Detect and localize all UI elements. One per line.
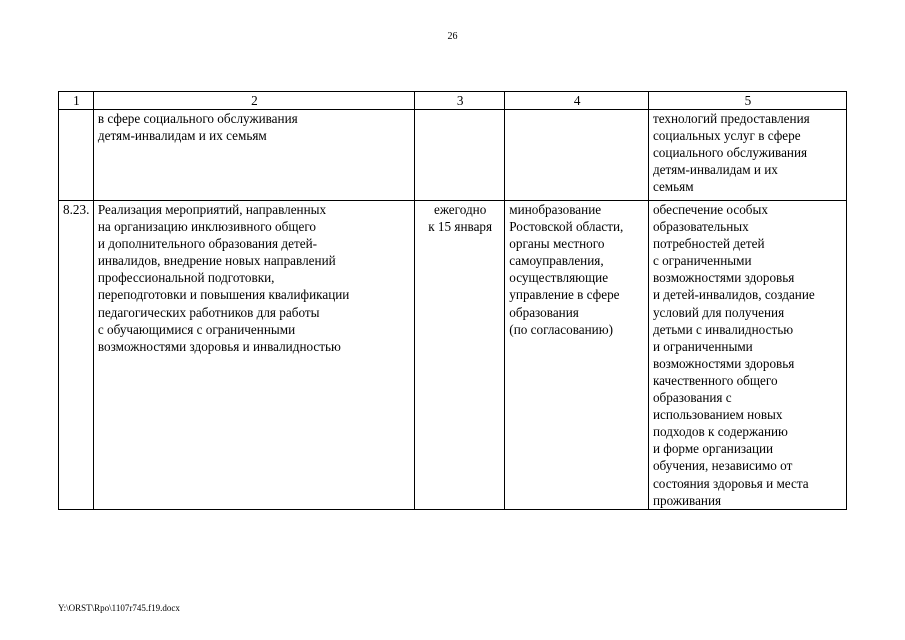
text-line: социальных услуг в сфере <box>652 128 801 144</box>
row-8-23 <box>59 201 847 510</box>
text-line: возможностями здоровья и инвалидностью <box>97 338 341 354</box>
text-line: с обучающимися с ограниченными <box>97 321 296 337</box>
page-number: 26 <box>447 31 458 42</box>
header-col-1: 1 <box>59 92 94 110</box>
text-line: инвалидов, внедрение новых направлений <box>97 253 336 269</box>
text-line: (по согласованию) <box>509 321 613 337</box>
activity-cell <box>93 201 414 510</box>
text-line: потребностей детей <box>652 236 765 252</box>
continuation-activity-cell <box>93 110 414 201</box>
text-line: осуществляющие <box>509 270 609 286</box>
continuation-result-cell <box>648 110 846 201</box>
text-line: обеспечение особых <box>652 202 768 217</box>
text-line: в сфере социального обслуживания <box>97 111 298 126</box>
text-line: ежегодно <box>434 202 487 217</box>
text-line: органы местного <box>509 236 605 252</box>
text-line: проживания <box>652 492 722 508</box>
text-line: образования с <box>652 390 732 406</box>
header-row <box>59 92 847 110</box>
text-line: профессиональной подготовки, <box>97 270 275 286</box>
text-line: к 15 января <box>428 219 493 235</box>
text-line: условий для получения <box>652 304 785 320</box>
text-line: использованием новых <box>652 407 783 423</box>
result-cell <box>648 201 846 510</box>
text-line: возможностями здоровья <box>652 355 795 371</box>
text-line: минобразование <box>509 202 602 217</box>
header-col-5: 5 <box>648 92 846 110</box>
text-line: детям-инвалидам и их семьям <box>97 128 267 144</box>
text-line: переподготовки и повышения квалификации <box>97 287 350 303</box>
document-file-path: Y:\ORST\Rpo\1107r745.f19.docx <box>58 603 180 613</box>
deadline-cell <box>415 201 505 510</box>
text-line: образовательных <box>652 219 749 235</box>
text-line: обучения, независимо от <box>652 458 793 474</box>
continuation-responsible-cell <box>505 110 649 201</box>
text-line: качественного общего <box>652 372 778 388</box>
continuation-row <box>59 110 847 201</box>
continuation-number-cell <box>59 110 94 201</box>
header-col-3: 3 <box>415 92 505 110</box>
text-line: Ростовской области, <box>509 219 624 235</box>
continuation-deadline-cell <box>415 110 505 201</box>
row-number-cell: 8.23. <box>59 201 94 510</box>
text-line: самоуправления, <box>509 253 604 269</box>
text-line: и ограниченными <box>652 338 753 354</box>
text-line: подходов к содержанию <box>652 424 788 440</box>
text-line: технологий предоставления <box>652 111 810 126</box>
text-line: состояния здоровья и места <box>652 475 809 491</box>
text-line: педагогических работников для работы <box>97 304 320 320</box>
text-line: Реализация мероприятий, направленных <box>97 202 327 217</box>
header-col-4: 4 <box>505 92 649 110</box>
text-line: и детей-инвалидов, создание <box>652 287 815 303</box>
text-line: детьми с инвалидностью <box>652 321 794 337</box>
text-line: и форме организации <box>652 441 774 457</box>
text-line: на организацию инклюзивного общего <box>97 219 317 235</box>
header-col-2: 2 <box>93 92 414 110</box>
text-line: социального обслуживания <box>652 145 808 161</box>
responsible-cell <box>505 201 649 510</box>
text-line: детям-инвалидам и их <box>652 162 778 178</box>
text-line: возможностями здоровья <box>652 270 795 286</box>
text-line: образования <box>509 304 579 320</box>
text-line: управление в сфере <box>509 287 620 303</box>
plan-table <box>58 91 847 510</box>
text-line: семьям <box>652 179 694 195</box>
text-line: с ограниченными <box>652 253 752 269</box>
text-line: и дополнительного образования детей- <box>97 236 318 252</box>
